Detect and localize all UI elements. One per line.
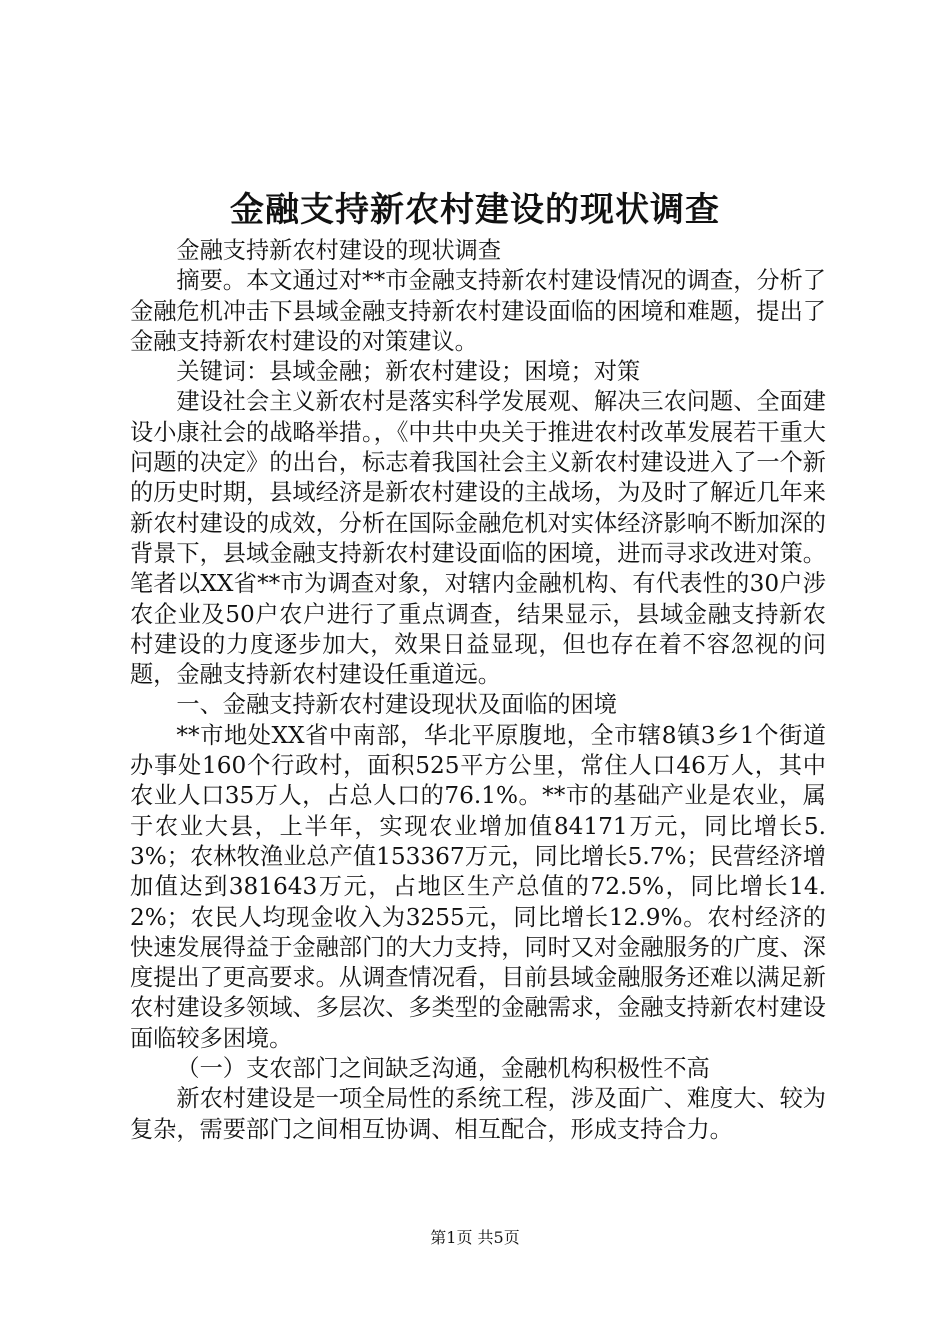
document-title: 金融支持新农村建设的现状调查 xyxy=(230,190,720,230)
page-footer: 第1页 共5页 xyxy=(430,1228,520,1247)
paragraph-intro: 建设社会主义新农村是落实科学发展观、解决三农问题、全面建设小康社会的战略举措。，《中共中央关于推进农村改革发展若干重大问题的决定》的出台，标志着我国社会主义新农村建设进入了一个新的历史时期，县域经济是新农村建设的主战场，为及时了解近几年来新农村建设的成效，分析在国际金融危机对实体经济影响不断加深的背景下，县域金融支持新农村建设面临的困境，进而寻求改进对策。笔者以XX省**市为调查对象，对辖内金融机构、有代表性的30户涉农企业及50户农户进行了重点调查，结果显示，县域金融支持新农村建设的力度逐步加大，效果日益显现，但也存在着不容忽视的问题，金融支持新农村建设任重道远。 xyxy=(130,388,826,689)
paragraph-subtitle: 金融支持新农村建设的现状调查 xyxy=(176,237,502,264)
paragraph-abstract: 摘要。本文通过对**市金融支持新农村建设情况的调查，分析了金融危机冲击下县域金融支持新农村建设面临的困境和难题，提出了金融支持新农村建设的对策建议。 xyxy=(130,267,826,355)
paragraph-status: **市地处XX省中南部，华北平原腹地，全市辖8镇3乡1个街道办事处160个行政村，面积525平方公里，常住人口46万人，其中农业人口35万人，占总人口的76.1%。**市的基础产业是农业，属于农业大县，上半年，实现农业增加值84171万元，同比增长5.3%；农林牧渔业总产值153367万元，同比增长5.7%；民营经济增加值达到381643万元，占地区生产总值的72.5%，同比增长14.2%；农民人均现金收入为3255元，同比增长12.9%。农村经济的快速发展得益于金融部门的大力支持，同时又对金融服务的广度、深度提出了更高要求。从调查情况看，目前县域金融服务还难以满足新农村建设多领域、多层次、多类型的金融需求，金融支持新农村建设面临较多困境。 xyxy=(130,721,826,1052)
document-body xyxy=(130,236,826,1145)
paragraph-system: 新农村建设是一项全局性的系统工程，涉及面广、难度大、较为复杂，需要部门之间相互协调、相互配合，形成支持合力。 xyxy=(130,1085,826,1143)
subsection-heading-1: （一）支农部门之间缺乏沟通，金融机构积极性不高 xyxy=(176,1055,710,1083)
section-heading-1: 一、金融支持新农村建设现状及面临的困境 xyxy=(176,691,617,719)
paragraph-keywords: 关键词：县域金融；新农村建设；困境；对策 xyxy=(176,358,641,386)
